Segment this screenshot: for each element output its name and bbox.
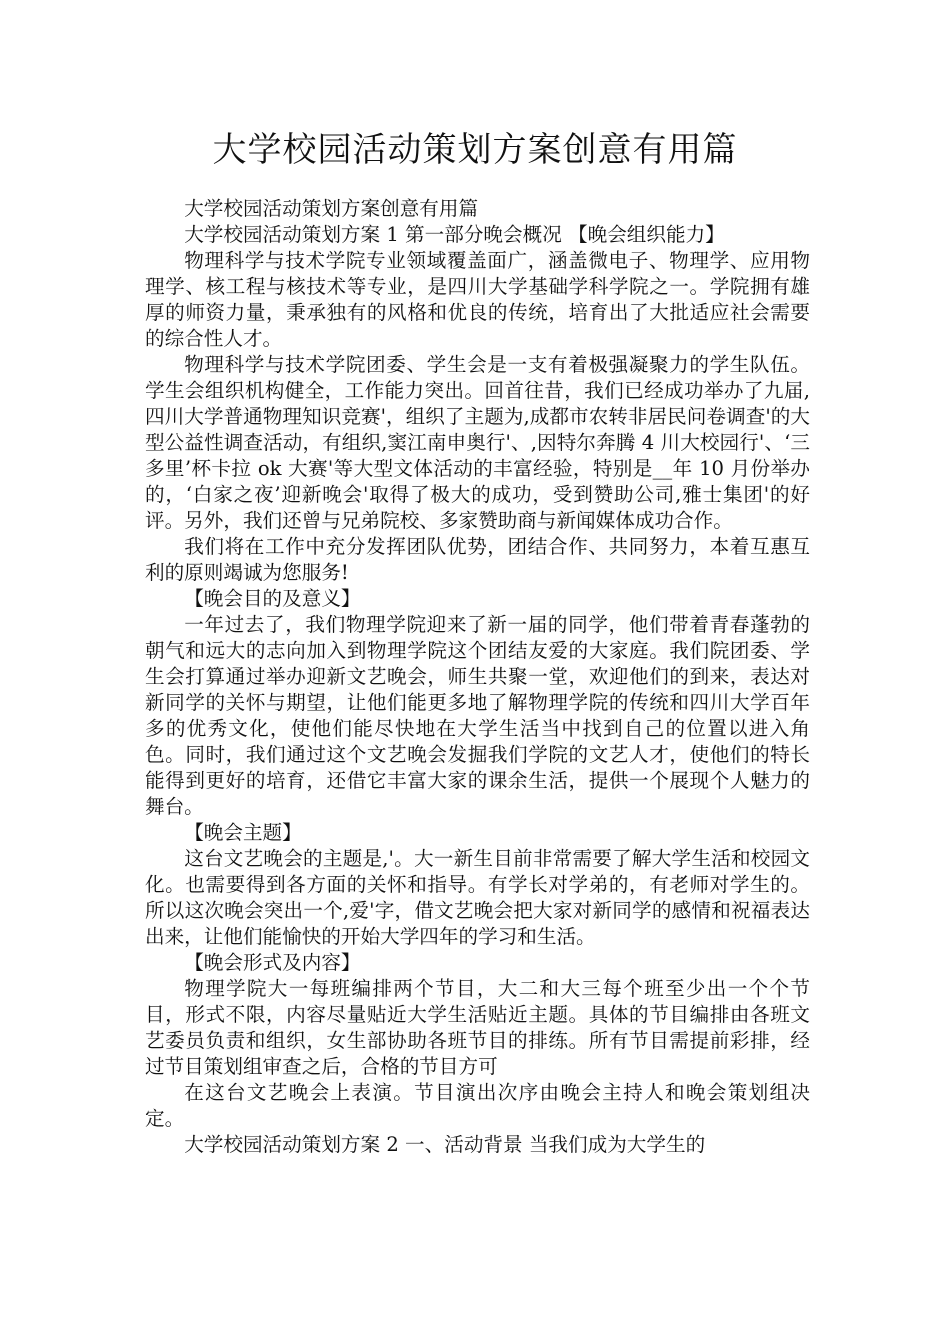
paragraph-theme: 这台文艺晚会的主题是,'。大一新生目前非常需要了解大学生活和校园文化。也需要得到各方面的关怀和指导。有学长对学弟的，有老师对学生的。所以这次晚会突出一个,爱'字，借文艺晚会把大家对新同学的感情和祝福表达出来，让他们能愉快的开始大学四年的学习和生活。 (145, 847, 810, 948)
section-heading-format: 【晚会形式及内容】 (184, 951, 361, 974)
paragraph-purpose: 一年过去了，我们物理学院迎来了新一届的同学，他们带着青春蓬勃的朝气和远大的志向加入到物理学院这个团结友爱的大家庭。我们院团委、学生会打算通过举办迎新文艺晚会，师生共聚一堂，欢迎他们的到来，表达对新同学的关怀与期望，让他们能更多地了解物理学院的传统和四川大学百年多的优秀文化，使他们能尽快地在大学生活当中找到自己的位置以进入角色。同时，我们通过这个文艺晚会发掘我们学院的文艺人才，使他们的特长能得到更好的培育，还借它丰富大家的课余生活，提供一个展现个人魅力的舞台。 (145, 613, 810, 818)
paragraph-plan-2-heading: 大学校园活动策划方案 2 一、活动背景 当我们成为大学生的 (184, 1133, 706, 1156)
document-title: 大学校园活动策划方案创意有用篇 (212, 130, 738, 170)
paragraph-college-intro: 物理科学与技术学院专业领域覆盖面广，涵盖微电子、物理学、应用物理学、核工程与核技术等专业，是四川大学基础学科学院之一。学院拥有雄厚的师资力量，秉承独有的风格和优良的传统，培育出了大批适应社会需要的综合性人才。 (145, 249, 810, 350)
section-heading-purpose: 【晚会目的及意义】 (184, 587, 361, 610)
section-heading-theme: 【晚会主题】 (184, 821, 302, 844)
paragraph-plan-1-heading: 大学校园活动策划方案 1 第一部分晚会概况 【晚会组织能力】 (184, 223, 725, 246)
paragraph-format: 物理学院大一每班编排两个节目，大二和大三每个班至少出一个个节目，形式不限，内容尽量贴近大学生活贴近主题。具体的节目编排由各班文艺委员负责和组织，女生部协助各班节目的排练。所有节目需提前彩排，经过节目策划组审查之后，合格的节目方可 (145, 977, 810, 1078)
paragraph-student-union: 物理科学与技术学院团委、学生会是一支有着极强凝聚力的学生队伍。学生会组织机构健全，工作能力突出。回首往昔，我们已经成功举办了九届,四川大学普通物理知识竞赛'，组织了主题为,成都市农转非居民问卷调查'的大型公益性调查活动，有组织,窦江南申奥行'、,因特尔奔腾 4 川大校园行'、‘三多里’杯卡拉 ok 大赛'等大型文体活动的丰富经验，特别是__年 10 月份举办的，‘白家之夜’迎新晚会'取得了极大的成功，受到赞助公司,雅士集团'的好评。另外，我们还曾与兄弟院校、多家赞助商与新闻媒体成功合作。 (145, 353, 810, 532)
paragraph-performance-order: 在这台文艺晚会上表演。节目演出次序由晚会主持人和晚会策划组决定。 (145, 1081, 810, 1130)
paragraph-subtitle: 大学校园活动策划方案创意有用篇 (184, 197, 479, 220)
paragraph-service-commitment: 我们将在工作中充分发挥团队优势，团结合作、共同努力，本着互惠互利的原则竭诚为您服务! (145, 535, 810, 584)
document-body (145, 196, 810, 1158)
